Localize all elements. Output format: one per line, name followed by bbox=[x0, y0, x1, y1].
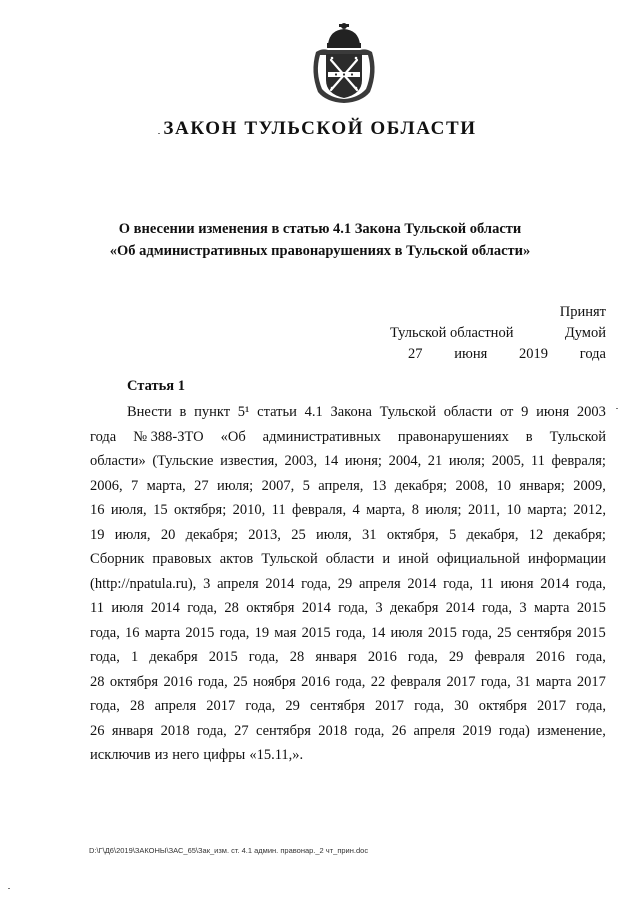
article-word: 25 bbox=[291, 526, 306, 543]
article-word: № 388-ЗТО bbox=[133, 428, 204, 445]
article-word: 2015 bbox=[301, 624, 331, 641]
article-word: октября bbox=[246, 600, 295, 616]
article-word: января; bbox=[519, 477, 565, 494]
article-word: пункт bbox=[194, 404, 231, 420]
article-word: года, bbox=[197, 673, 228, 690]
article-word: 19 bbox=[90, 526, 105, 543]
article-word: марта; bbox=[527, 502, 567, 518]
article-word: года, bbox=[90, 624, 120, 641]
scan-speck bbox=[158, 133, 160, 134]
article-word: года, bbox=[482, 600, 512, 616]
article-word: 11 bbox=[271, 502, 286, 518]
article-word: октября bbox=[109, 673, 159, 690]
adoption-date-month: июня bbox=[454, 346, 488, 362]
article-word: статьи bbox=[257, 404, 297, 420]
article-text-line bbox=[90, 670, 606, 695]
article-word: марта, bbox=[366, 502, 406, 518]
article-heading: Статья 1 bbox=[127, 378, 185, 394]
article-word: года, bbox=[335, 673, 366, 690]
article-word: апреля bbox=[359, 575, 401, 592]
article-word: иной bbox=[398, 551, 429, 567]
article-word: марта bbox=[144, 624, 181, 641]
article-word: правонарушениях bbox=[397, 428, 509, 445]
article-text-line bbox=[90, 645, 606, 670]
article-word: Закона bbox=[330, 404, 372, 420]
article-word: декабря bbox=[390, 600, 439, 616]
article-word: изменение, bbox=[537, 722, 606, 739]
adopted-by-part: Думой bbox=[564, 325, 606, 341]
article-word: 2018 bbox=[318, 722, 348, 739]
article-word: области bbox=[443, 404, 493, 420]
article-word: января bbox=[315, 649, 357, 665]
article-text-line bbox=[90, 474, 606, 499]
article-word: 11 bbox=[530, 453, 545, 469]
article-word: июля; bbox=[217, 477, 254, 494]
article-word: февраля bbox=[390, 673, 442, 690]
article-word: 2017 bbox=[375, 698, 405, 714]
article-word: декабря; bbox=[394, 477, 448, 494]
article-word: 10 bbox=[496, 477, 511, 494]
article-word: 16 bbox=[90, 502, 105, 518]
article-word: 28 bbox=[90, 673, 105, 690]
law-title: ЗАКОН ТУЛЬСКОЙ ОБЛАСТИ bbox=[163, 118, 477, 139]
article-word: 14 bbox=[370, 624, 386, 641]
article-word: Внести bbox=[127, 404, 172, 420]
article-word: марта bbox=[533, 600, 570, 616]
article-text-line bbox=[90, 425, 606, 450]
article-word: июля, bbox=[110, 502, 147, 518]
article-word: октября, bbox=[386, 526, 439, 543]
article-word: в bbox=[525, 428, 533, 445]
article-word: 2003, bbox=[284, 453, 318, 469]
file-path-footer: D:\Г\Д6\2019\ЗАКОНЫ\ЗАС_65\Зак_изм. ст. 4.1 админ. правонар._2 чт_прин.doc bbox=[89, 846, 369, 855]
article-word: 2003 bbox=[576, 404, 606, 420]
article-word: 25 bbox=[233, 673, 248, 690]
law-subject-line-1: О внесении изменения в статью 4.1 Закона Тульской области bbox=[118, 221, 522, 237]
article-word: 11 bbox=[479, 575, 494, 592]
article-word: апреля bbox=[154, 698, 197, 714]
article-word: декабря; bbox=[553, 526, 606, 543]
article-word: 2013, bbox=[248, 526, 281, 543]
article-word: области bbox=[325, 551, 375, 567]
coat-of-arms-icon bbox=[306, 22, 382, 104]
article-word: апреля bbox=[217, 575, 259, 592]
article-word: года, bbox=[90, 698, 120, 714]
article-word: из bbox=[154, 747, 169, 763]
article-word: 21 bbox=[427, 453, 443, 469]
article-word: года, bbox=[90, 649, 120, 665]
article-word: июля; bbox=[425, 502, 462, 518]
article-text-line bbox=[90, 743, 606, 768]
adopted-by-part: Тульской областной bbox=[390, 325, 514, 341]
article-word: Сборник bbox=[90, 551, 145, 567]
article-word: года, bbox=[187, 600, 218, 616]
article-word: 27 bbox=[234, 722, 249, 739]
article-word: 2011, bbox=[467, 502, 501, 518]
article-word: 2012, bbox=[573, 502, 606, 518]
article-word: года) bbox=[498, 722, 530, 739]
article-word: года, bbox=[576, 575, 606, 592]
article-word: декабря bbox=[149, 649, 198, 665]
article-word: 29 bbox=[448, 649, 464, 665]
article-word: актов bbox=[219, 551, 254, 567]
article-word: 2017 bbox=[537, 698, 567, 714]
adoption-date bbox=[376, 344, 606, 365]
article-word: 2015 bbox=[208, 649, 238, 665]
article-word: ноября bbox=[253, 673, 296, 690]
article-word: декабря, bbox=[466, 526, 519, 543]
article-word: 2010, bbox=[232, 502, 266, 518]
article-word: 5 bbox=[448, 526, 457, 543]
article-word: 12 bbox=[528, 526, 544, 543]
article-word: 14 bbox=[323, 453, 339, 469]
article-word: 4 bbox=[352, 502, 360, 518]
article-word: 2007, bbox=[261, 477, 295, 494]
article-word: 16 bbox=[125, 624, 140, 641]
article-word: 5¹ bbox=[237, 404, 250, 420]
article-word: марта, bbox=[146, 477, 186, 494]
article-word: 2008, bbox=[455, 477, 489, 494]
article-text-line bbox=[90, 498, 606, 523]
article-word: 2009, bbox=[573, 477, 606, 494]
article-word: 31 bbox=[362, 526, 377, 543]
article-word: 5 bbox=[302, 477, 310, 494]
article-word: правовых bbox=[152, 551, 212, 567]
adoption-date-word: года bbox=[579, 346, 606, 362]
article-word: сентября bbox=[309, 698, 365, 714]
article-word: 29 bbox=[337, 575, 353, 592]
article-word: года bbox=[90, 428, 117, 445]
article-word: цифры bbox=[203, 747, 246, 763]
article-word: (Тульские bbox=[152, 453, 214, 469]
article-word: области» bbox=[90, 453, 146, 469]
article-word: в bbox=[179, 404, 187, 420]
article-word: октября bbox=[478, 698, 527, 714]
article-word: года, bbox=[462, 624, 492, 641]
article-word: административных bbox=[262, 428, 381, 445]
adopted-by bbox=[376, 323, 606, 344]
article-body bbox=[90, 400, 606, 768]
article-word: 2015 bbox=[576, 624, 606, 641]
article-word: Тульской bbox=[261, 551, 318, 567]
article-word: 2017 bbox=[206, 698, 236, 714]
law-subject bbox=[60, 218, 580, 262]
article-word: июля bbox=[390, 624, 423, 641]
scan-speck bbox=[8, 888, 10, 889]
scan-speck bbox=[616, 408, 618, 409]
article-text-line bbox=[90, 694, 606, 719]
article-word: января bbox=[111, 722, 154, 739]
article-word: 2018 bbox=[160, 722, 190, 739]
article-word: декабря; bbox=[185, 526, 239, 543]
article-word: 2019 bbox=[462, 722, 492, 739]
article-text-line bbox=[90, 523, 606, 548]
article-word: года, bbox=[576, 649, 606, 665]
article-word: официальной bbox=[436, 551, 520, 567]
article-word: июля bbox=[111, 600, 144, 616]
article-word: и bbox=[382, 551, 391, 567]
article-word: сентября bbox=[255, 722, 311, 739]
article-word: «Об bbox=[220, 428, 246, 445]
article-word: года, bbox=[196, 722, 227, 739]
article-word: «15.11,». bbox=[249, 747, 304, 763]
article-word: 2004, bbox=[388, 453, 422, 469]
article-word: 20 bbox=[160, 526, 176, 543]
article-word: июля, bbox=[315, 526, 352, 543]
article-word: года, bbox=[407, 649, 438, 665]
article-word: 22 bbox=[370, 673, 386, 690]
article-word: известия, bbox=[220, 453, 278, 469]
article-word: июля, bbox=[114, 526, 151, 543]
article-word: 1 bbox=[130, 649, 139, 665]
article-word: июня bbox=[500, 575, 534, 592]
article-word: года, bbox=[301, 575, 332, 592]
article-word: 28 bbox=[289, 649, 305, 665]
article-word: 2017 bbox=[446, 673, 476, 690]
article-word: года, bbox=[480, 673, 511, 690]
article-word: сентября bbox=[516, 624, 572, 641]
article-word: 3 bbox=[375, 600, 383, 616]
article-word: 2014 bbox=[150, 600, 180, 616]
article-word: 28 bbox=[224, 600, 239, 616]
article-word: 2014 bbox=[407, 575, 437, 592]
article-word: 25 bbox=[497, 624, 512, 641]
article-word: него bbox=[172, 747, 200, 763]
adoption-date-year: 2019 bbox=[519, 346, 548, 362]
article-word: 2005, bbox=[491, 453, 525, 469]
article-word: 2014 bbox=[301, 600, 331, 616]
article-word: года, bbox=[414, 698, 444, 714]
article-word: апреля, bbox=[318, 477, 364, 494]
article-word: года, bbox=[248, 649, 279, 665]
article-word: года, bbox=[576, 698, 606, 714]
article-word: 28 bbox=[129, 698, 145, 714]
article-word: от bbox=[499, 404, 514, 420]
article-word: 3 bbox=[203, 575, 211, 592]
article-word: года, bbox=[443, 575, 473, 592]
article-word: 26 bbox=[90, 722, 105, 739]
law-subject-line-2: «Об административных правонарушениях в Тульской области» bbox=[109, 243, 531, 259]
article-word: 10 bbox=[506, 502, 521, 518]
article-text-line bbox=[90, 572, 606, 597]
article-word: 2014 bbox=[445, 600, 475, 616]
article-word: 2016 bbox=[535, 649, 565, 665]
article-text-line bbox=[90, 449, 606, 474]
article-word: 4.1 bbox=[304, 404, 323, 420]
article-word: 9 bbox=[521, 404, 529, 420]
article-text-line bbox=[90, 596, 606, 621]
article-word: апреля bbox=[413, 722, 456, 739]
article-word: года, bbox=[219, 624, 250, 641]
article-word: 31 bbox=[516, 673, 531, 690]
article-word: 13 bbox=[371, 477, 387, 494]
article-word: мая bbox=[274, 624, 297, 641]
article-word: Тульской bbox=[549, 428, 606, 445]
article-word: 29 bbox=[285, 698, 300, 714]
article-word: 2016 bbox=[301, 673, 331, 690]
article-text-line bbox=[90, 621, 606, 646]
article-word: февраля; bbox=[551, 453, 606, 469]
article-word: информации bbox=[528, 551, 606, 567]
article-word: 27 bbox=[194, 477, 209, 494]
article-word: 3 bbox=[519, 600, 527, 616]
article-word: июля; bbox=[448, 453, 486, 469]
article-word: года, bbox=[338, 600, 369, 616]
article-word: июня bbox=[536, 404, 570, 420]
article-word: 2006, bbox=[90, 477, 123, 494]
article-word: 2015 bbox=[576, 600, 606, 616]
article-word: октября; bbox=[173, 502, 227, 518]
article-word: 2014 bbox=[265, 575, 295, 592]
article-text-line bbox=[90, 400, 606, 425]
article-text-line bbox=[90, 719, 606, 744]
article-word: июня; bbox=[344, 453, 382, 469]
article-word: 8 bbox=[411, 502, 419, 518]
article-word: 11 bbox=[90, 600, 104, 616]
article-word: 2015 bbox=[427, 624, 457, 641]
article-word: (http://npatula.ru), bbox=[90, 575, 197, 592]
adoption-block bbox=[376, 302, 606, 365]
article-word: 15 bbox=[153, 502, 168, 518]
article-word: Тульской bbox=[379, 404, 437, 420]
adoption-date-day: 27 bbox=[408, 346, 423, 362]
article-word: 2017 bbox=[576, 673, 606, 690]
article-word: 2016 bbox=[367, 649, 397, 665]
article-word: февраля, bbox=[292, 502, 347, 518]
article-word: 2016 bbox=[163, 673, 193, 690]
article-text-line bbox=[90, 547, 606, 572]
article-word: 2015 bbox=[185, 624, 215, 641]
article-word: 7 bbox=[131, 477, 139, 494]
article-word: года, bbox=[245, 698, 276, 714]
article-word: 30 bbox=[454, 698, 469, 714]
article-word: 2014 bbox=[540, 575, 570, 592]
article-word: марта bbox=[535, 673, 572, 690]
article-word: февраля bbox=[474, 649, 525, 665]
article-word: 19 bbox=[254, 624, 270, 641]
article-word: исключив bbox=[90, 747, 151, 763]
adopted-label: Принят bbox=[559, 304, 606, 320]
article-word: года, bbox=[335, 624, 366, 641]
article-word: года, bbox=[354, 722, 385, 739]
article-word: 26 bbox=[391, 722, 407, 739]
